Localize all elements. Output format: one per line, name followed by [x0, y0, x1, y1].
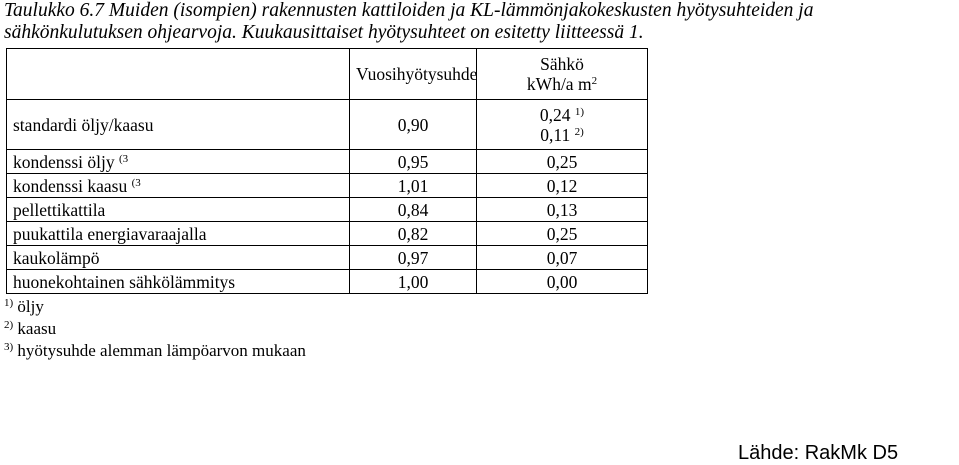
- header-electricity-label: Sähkö: [540, 54, 584, 74]
- row-electricity: 0,07: [477, 246, 648, 270]
- header-efficiency: [350, 49, 477, 100]
- table-row: [7, 150, 648, 174]
- row-name: pellettikattila: [7, 198, 350, 222]
- header-electricity-unit: kWh/a $m^2$: [526, 74, 598, 94]
- row-electricity: 0,24 $^{1)}$ 0,11 $^{2)}$: [477, 100, 648, 150]
- row-name: standardi öljy/kaasu: [7, 100, 350, 150]
- row-name: huonekohtainen sähkölämmitys: [7, 270, 350, 294]
- table-header-row: [7, 49, 648, 100]
- row-efficiency: 0,82: [350, 222, 477, 246]
- header-empty-cell: [7, 49, 350, 100]
- row-efficiency: 0,95: [350, 150, 477, 174]
- row-efficiency: 0,90: [350, 100, 477, 150]
- row-electricity: 0,00: [477, 270, 648, 294]
- row-electricity: 0,13: [477, 198, 648, 222]
- row-electricity: 0,25: [477, 222, 648, 246]
- footnote: $^{3)}$ hyötysuhde alemman lämpöarvon mukaan: [4, 341, 306, 360]
- table-caption: [4, 0, 954, 44]
- row-electricity: 0,12: [477, 174, 648, 198]
- table-row: [7, 100, 648, 150]
- efficiency-table: [6, 48, 648, 294]
- header-efficiency-label: Vuosihyötysuhde: [356, 64, 478, 84]
- row-name: kaukolämpö: [7, 246, 350, 270]
- caption-line-2: sähkönkulutuksen ohjearvoja. Kuukausittaiset hyötysuhteet on esitetty liitteessä 1.: [4, 22, 644, 43]
- caption-line-1: Taulukko 6.7 Muiden (isompien) rakennusten kattiloiden ja KL-lämmönjakokeskusten hyötysuhteiden ja: [4, 0, 814, 21]
- footnote: $^{1)}$ öljy: [4, 297, 44, 316]
- footnote: $^{2)}$ kaasu: [4, 319, 57, 338]
- row-efficiency: 1,01: [350, 174, 477, 198]
- row-electricity: 0,25: [477, 150, 648, 174]
- row-name: kondenssi öljy $^{(3}$: [7, 150, 350, 174]
- row-name: kondenssi kaasu $^{(3}$: [7, 174, 350, 198]
- table-row: [7, 270, 648, 294]
- footnotes: [4, 296, 306, 362]
- table-row: [7, 222, 648, 246]
- row-name: puukattila energiavaraajalla: [7, 222, 350, 246]
- row-efficiency: 0,84: [350, 198, 477, 222]
- table-row: [7, 174, 648, 198]
- source-credit: Lähde: RakMk D5: [738, 442, 899, 464]
- table-row: [7, 246, 648, 270]
- table-row: [7, 198, 648, 222]
- row-efficiency: 0,97: [350, 246, 477, 270]
- header-electricity: [477, 49, 648, 100]
- row-efficiency: 1,00: [350, 270, 477, 294]
